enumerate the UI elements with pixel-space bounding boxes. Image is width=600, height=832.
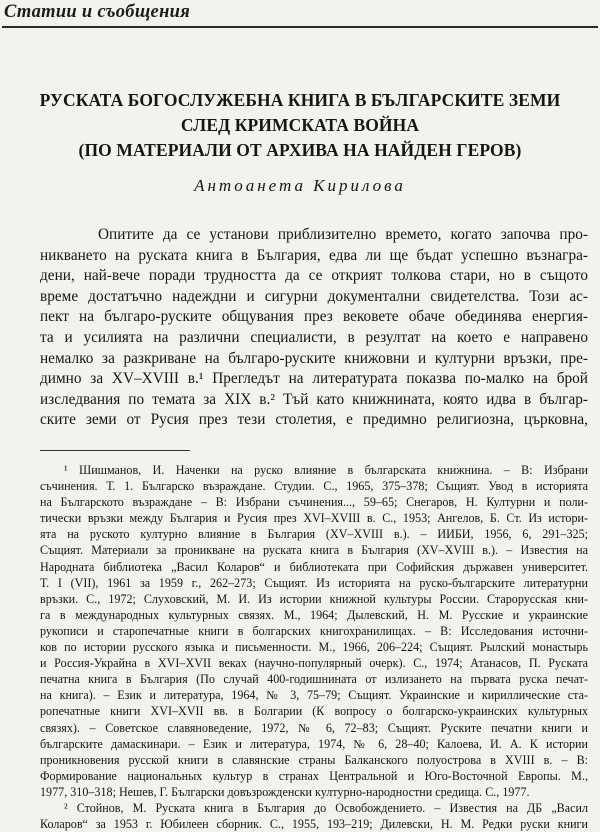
footnote-line: ² Стойнов, М. Руската книга в България до Освобождението. – Известия на ДБ „Васил	[64, 800, 588, 815]
footnote-line: ¹ Шишманов, И. Наченки на руско влияние в българската книжнина. – В: Избрани	[64, 463, 588, 477]
title-line: РУСКАТА БОГОСЛУЖЕБНА КНИГА В БЪЛГАРСКИТЕ ЗЕМИ	[39, 90, 561, 110]
footnote-line: на книга). – Език и литература, 1964, № 3, 75–79; Същият. Украинские и кириллические ста-	[40, 688, 588, 703]
footnote-line: ята на руското културно влияние в България (XV–XVIII в.). – ИИБИ, 1956, 6, 291–325;	[40, 527, 588, 542]
body-line: димно за XV–XVIII в.¹ Прегледът на литературата показва по-малко на брой	[40, 370, 588, 388]
footnote-rule	[40, 450, 190, 451]
footnote-line: ков по истории русского языка и письменности. М., 1966, 206–224; Същият. Рылский монастырь	[40, 640, 588, 655]
article-title	[24, 88, 576, 163]
footnotes	[40, 462, 588, 832]
footnote-line: Формирование национальных культур в странах Центральной и Юго-Восточной Европы. М.,	[40, 768, 588, 783]
footnote-line: проникновения русской книги в славянские страны Балканского полуострова в XVIII в. – В:	[40, 752, 588, 767]
article-body	[40, 225, 588, 431]
footnote-line: связях). – Советское славяноведение, 1972, № 6, 72–83; Същият. Руските печатни книги и	[40, 720, 588, 735]
body-line: време достатъчно надеждни и сигурни документални свидетелства. Този ас-	[40, 287, 588, 305]
footnote-line: печатна книга в България (По случай 400-годишнината от излизането на първата руска печат-	[40, 672, 588, 687]
footnote-line: 1977, 310–318; Нешев, Г. Български довъзрожденски културно-народностни средища. С., 1977.	[40, 784, 530, 799]
footnote-line: връзки. С., 1972; Слуховский, М. И. Из истории книжной культуры России. Старорусская кни-	[40, 591, 588, 606]
footnote-line: Народната библиотека „Васил Коларов“ и библиотеката при Софийския държавен университет.	[40, 559, 588, 574]
footnote-line: Същият. Материали за проникване на руската книга в България (XV–XVIII в.). – Известия на	[40, 543, 588, 558]
body-line: изследвания по темата за XIX в.² Тъй като книжнината, която идва в българ-	[40, 390, 588, 408]
header-rule	[2, 26, 598, 28]
body-line: дени, най-вече поради трудността да се открият толкова стари, но в същото	[40, 267, 588, 285]
article-author: Антоанета Кирилова	[194, 176, 406, 195]
body-line: та и усилията на различни специалисти, в резултат на което е направено	[40, 328, 588, 346]
footnote-line: съчинения. Т. 1. Българско възраждане. Студии. С., 1965, 375–378; Същият. Увод в историята	[40, 479, 588, 494]
footnote-line: рукописи и старопечатные книги в болгарских книгохранилищах. – В: Исследования источни-	[40, 623, 588, 638]
title-line: (ПО МАТЕРИАЛИ ОТ АРХИВА НА НАЙДЕН ГЕРОВ)	[78, 140, 522, 160]
footnote-line: на Българското възраждане – В: Избрани съчинения..., 59–65; Снегаров, Н. Културни и поли-	[40, 495, 588, 510]
footnote-line: Т. I (VII), 1961 за 1959 г., 262–273; Същият. Из историята на руско-българските литературни	[40, 575, 588, 590]
section-label: Статии и съобщения	[4, 2, 191, 22]
body-line: Опитите да се установи приблизително времето, когато започва про-	[98, 226, 588, 243]
title-line: СЛЕД КРИМСКАТА ВОЙНА	[180, 115, 420, 135]
footnote-line: га в международных культурных связях. М., 1964; Дылевский, Н. М. Русские и украинские	[40, 607, 588, 622]
footnote-line: българските дамаскинари. – Език и литература, 1974, № 6, 28–40; Калоева, И. А. К истории	[40, 736, 588, 751]
section-header	[0, 0, 600, 30]
footnote-line: ропечатные книги XVI–XVII вв. в Болгарии (К вопросу о болгарско-украинских культурных	[40, 704, 588, 719]
body-line: немалко за разкриване на българо-руските книжовни и културни връзки, пре-	[40, 349, 588, 367]
footnote-line: и Россия-Украйна в XVI–XVII веках (научно-популярный очерк). С., 1974; Атанасов, П. Руската	[40, 656, 588, 671]
body-line: ските земи от Русия през тези столетия, е предимно религиозна, църковна,	[40, 411, 588, 429]
body-line: пект на българо-руските общувания през вековете обаче обединява енергия-	[40, 308, 588, 326]
footnote-line: Коларов“ за 1953 г. Юбилеен сборник. С., 1955, 193–219; Дилевски, Н. М. Редки руски книги	[40, 817, 588, 832]
footnote-line: тически връзки между България и Русия през XVI–XVIII в. С., 1953; Ангелов, Б. Ст. Из истори-	[40, 511, 588, 526]
body-line: никването на руската книга в България, едва ли ще бъдат успешно възнагра-	[40, 246, 588, 264]
